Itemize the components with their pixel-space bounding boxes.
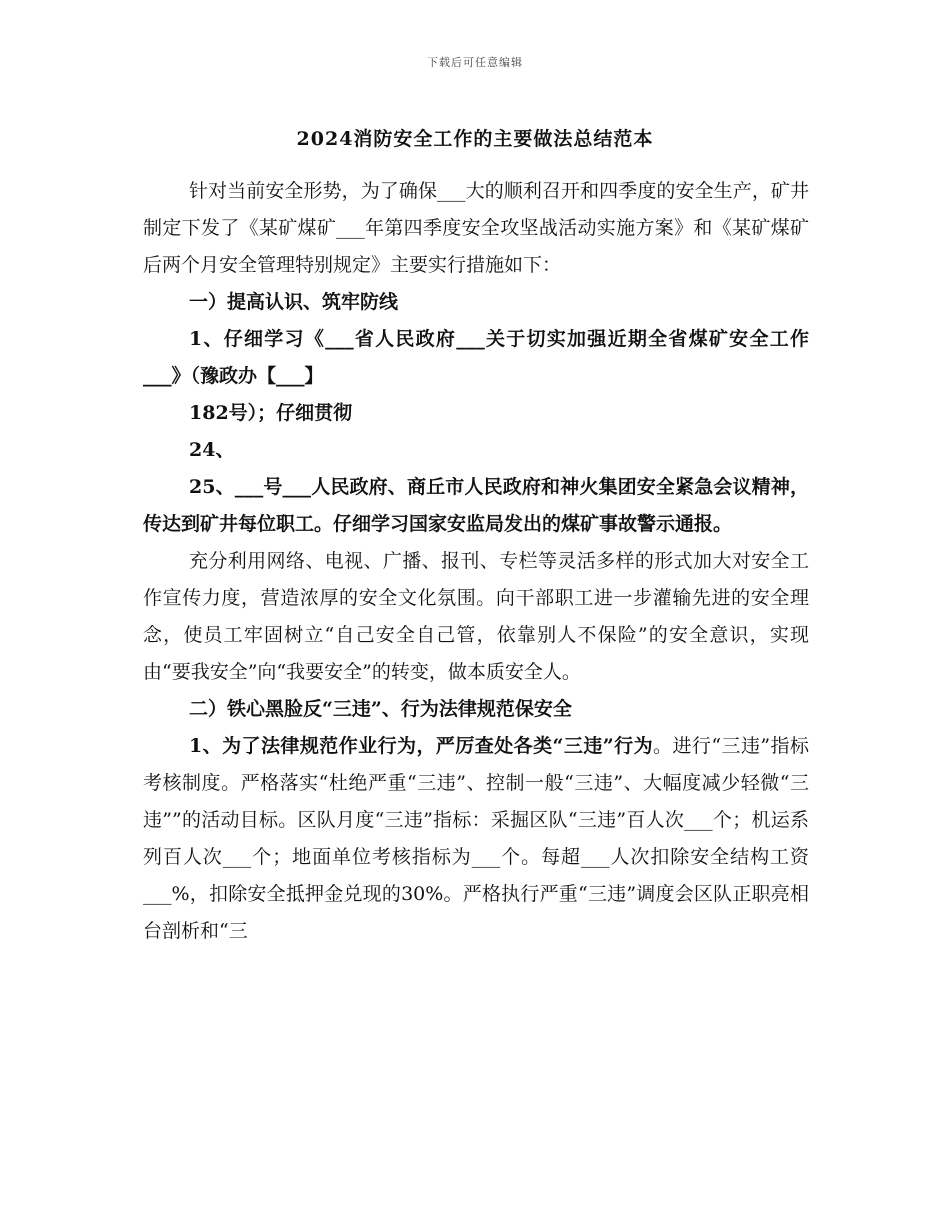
paragraph-study-1: 1、仔细学习《___省人民政府___关于切实加强近期全省煤矿安全工作___》（豫政办【___】	[143, 328, 809, 387]
document-title: 2024消防安全工作的主要做法总结范本	[296, 128, 654, 150]
document-body	[143, 173, 809, 950]
header-note: 下载后可任意编辑	[427, 56, 523, 69]
section-heading-1: 一）提高认识、筑牢防线	[189, 291, 399, 313]
section-heading-2: 二）铁心黑脸反“三违”、行为法律规范保安全	[189, 698, 572, 720]
paragraph-number-24: 24、	[189, 439, 235, 461]
paragraph-three-violations	[143, 728, 809, 950]
paragraph-intro: 针对当前安全形势，为了确保___大的顺利召开和四季度的安全生产，矿井制定下发了《某矿煤矿___年第四季度安全攻坚战活动实施方案》和《某矿煤矿后两个月安全管理特别规定》主要实行措施如下：	[143, 180, 809, 276]
paragraph-number-25: 25、___号___人民政府、商丘市人民政府和神火集团安全紧急会议精神，传达到矿井每位职工。仔细学习国家安监局发出的煤矿事故警示通报。	[143, 476, 809, 535]
paragraph-study-2: 182号）；仔细贯彻	[189, 402, 353, 424]
paragraph-publicity: 充分利用网络、电视、广播、报刊、专栏等灵活多样的形式加大对安全工作宣传力度，营造浓厚的安全文化氛围。向干部职工进一步灌输先进的安全理念，使员工牢固树立“自己安全自己管，依靠别人不保险”的安全意识，实现由“要我安全”向“我要安全”的转变，做本质安全人。	[143, 550, 809, 683]
paragraph-three-violations-body: 。进行“三违”指标考核制度。严格落实“杜绝严重“三违”、控制一般“三违”、大幅度减少轻微“三违””的活动目标。区队月度“三违”指标：采掘区队“三违”百人次___个；机运系列百人次___个；地面单位考核指标为___个。每超___人次扣除安全结构工资___%，扣除安全抵押金兑现的30%。严格执行严重“三违”调度会区队正职亮相台剖析和“三	[143, 735, 809, 942]
paragraph-three-violations-lead: 1、为了法律规范作业行为，严厉查处各类“三违”行为	[189, 735, 654, 757]
